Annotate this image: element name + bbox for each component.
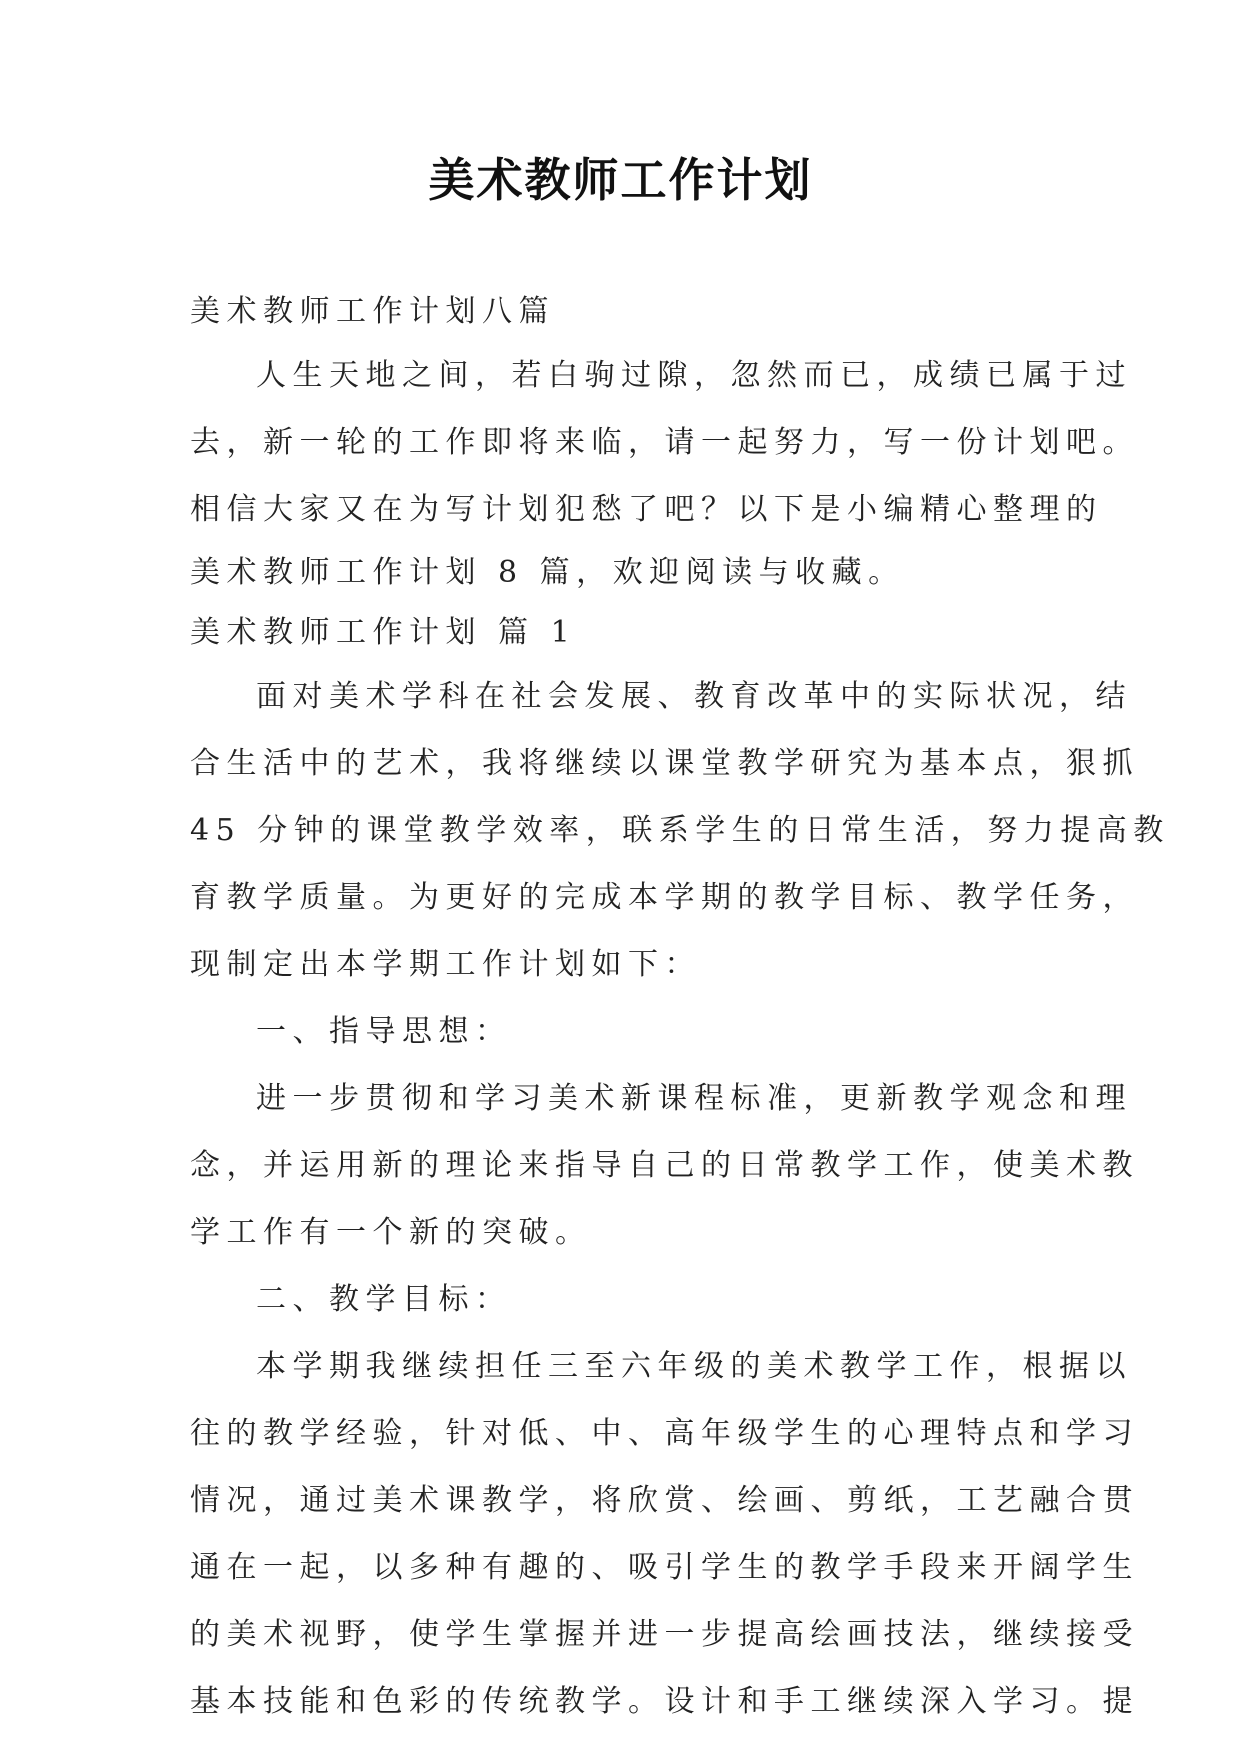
paragraph-line: 往的教学经验，针对低、中、高年级学生的心理特点和学习: [190, 1416, 1139, 1451]
paragraph-line: 念，并运用新的理论来指导自己的日常教学工作，使美术教: [190, 1148, 1139, 1183]
subsection-heading: 二、教学目标：: [256, 1282, 512, 1317]
paragraph-line: 通在一起，以多种有趣的、吸引学生的教学手段来开阔学生: [190, 1550, 1139, 1585]
paragraph-line: 人生天地之间，若白驹过隙，忽然而已，成绩已属于过: [256, 358, 1132, 393]
paragraph-line: 本学期我继续担任三至六年级的美术教学工作，根据以: [256, 1349, 1132, 1384]
paragraph-line: 情况，通过美术课教学，将欣赏、绘画、剪纸，工艺融合贯: [190, 1483, 1139, 1518]
paragraph-line: 美术教师工作计划 8 篇，欢迎阅读与收藏。: [190, 555, 905, 590]
paragraph-line: 面对美术学科在社会发展、教育改革中的实际状况，结: [256, 679, 1132, 714]
paragraph-line: 相信大家又在为写计划犯愁了吧？以下是小编精心整理的: [190, 492, 1103, 527]
section-heading: 美术教师工作计划 篇 1: [190, 615, 577, 650]
paragraph-line: 合生活中的艺术，我将继续以课堂教学研究为基本点，狠抓: [190, 746, 1139, 781]
paragraph-line: 育教学质量。为更好的完成本学期的教学目标、教学任务，: [190, 880, 1139, 915]
paragraph-line: 现制定出本学期工作计划如下：: [190, 947, 701, 982]
subtitle-line: 美术教师工作计划八篇: [190, 294, 555, 329]
paragraph-line: 进一步贯彻和学习美术新课程标准，更新教学观念和理: [256, 1081, 1132, 1116]
document-title: 美术教师工作计划: [428, 153, 813, 207]
paragraph-line: 学工作有一个新的突破。: [190, 1215, 592, 1250]
paragraph-line: 基本技能和色彩的传统教学。设计和手工继续深入学习。提: [190, 1684, 1139, 1719]
paragraph-line: 的美术视野，使学生掌握并进一步提高绘画技法，继续接受: [190, 1617, 1139, 1652]
subsection-heading: 一、指导思想：: [256, 1014, 512, 1049]
paragraph-line: 45 分钟的课堂教学效率，联系学生的日常生活，努力提高教: [190, 813, 1170, 848]
document-body: [190, 282, 1170, 1735]
paragraph-line: 去，新一轮的工作即将来临，请一起努力，写一份计划吧。: [190, 425, 1139, 460]
